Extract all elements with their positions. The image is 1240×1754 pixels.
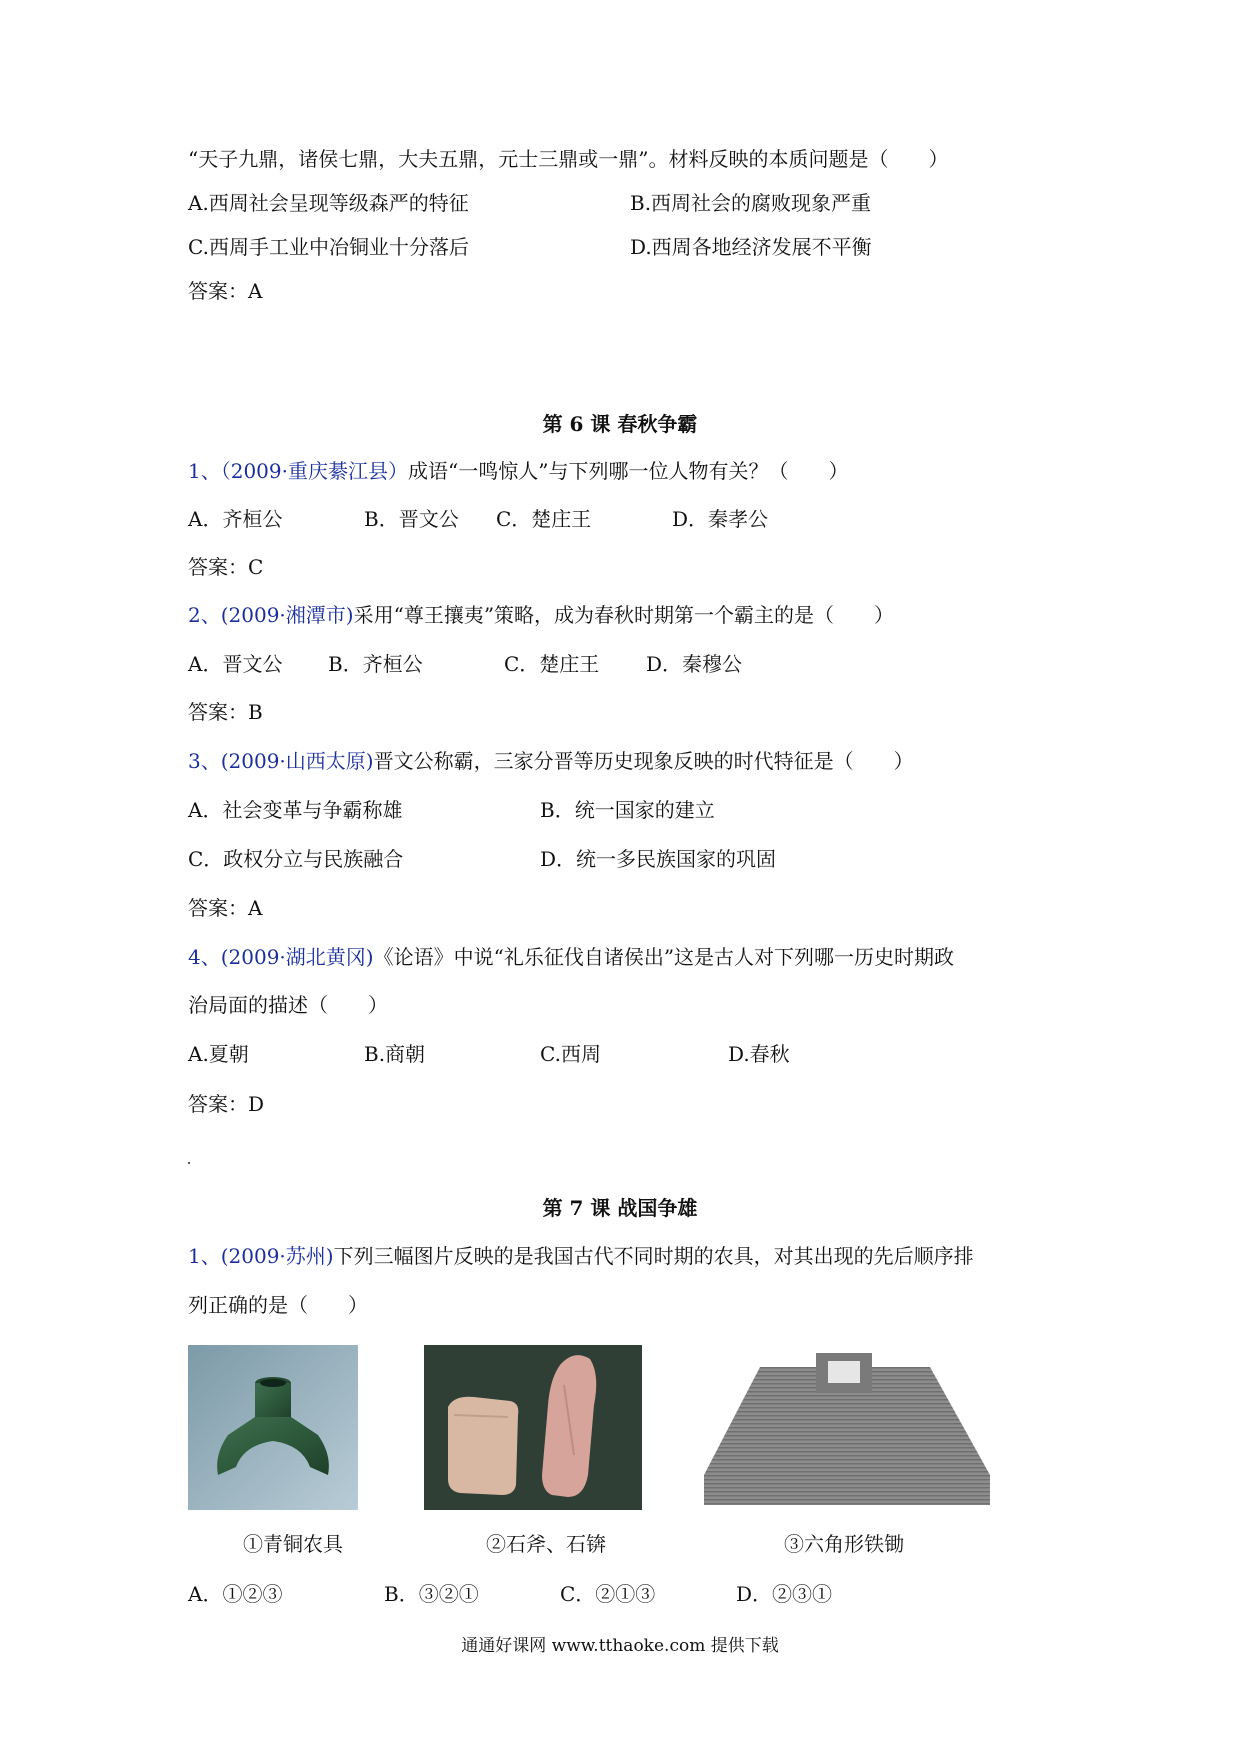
intro-stem: “天子九鼎，诸侯七鼎，大夫五鼎，元士三鼎或一鼎”。材料反映的本质问题是（ ）	[188, 147, 949, 171]
l6-q3-text: 晋文公称霸，三家分晋等历史现象反映的时代特征是（ ）	[373, 749, 914, 773]
l6-q1-option-c: C．楚庄王	[496, 507, 592, 531]
l6-q1-num: 1、	[188, 459, 221, 483]
l6-q1-option-a: A．齐桓公	[188, 507, 283, 531]
l6-q3-stem	[188, 748, 914, 774]
l6-q4-option-a: A.夏朝	[188, 1042, 249, 1066]
l6-q2-option-c: C．楚庄王	[504, 652, 600, 676]
l7-q1-option-c: C．②①③	[560, 1582, 656, 1606]
l6-q2-option-b: B．齐桓公	[328, 652, 423, 676]
l6-q3-answer: 答案：A	[188, 896, 263, 920]
l6-q2-options	[188, 651, 742, 677]
l6-q4-option-b: B.商朝	[364, 1042, 426, 1066]
lesson7-title: 第 7 课 战国争雄	[542, 1196, 698, 1220]
stray-dot	[188, 1162, 190, 1164]
l6-q2-answer: 答案：B	[188, 700, 263, 724]
l6-q3-num: 3、	[188, 749, 221, 773]
l6-q1-answer: 答案：C	[188, 555, 264, 579]
l7-q1-options	[188, 1581, 832, 1607]
intro-answer: 答案：A	[188, 279, 263, 303]
caption-stone: ②石斧、石锛	[486, 1532, 606, 1556]
l6-q2-num: 2、	[188, 603, 221, 627]
intro-option-a: A.西周社会呈现等级森严的特征	[188, 191, 469, 215]
l7-q1-stem	[188, 1243, 974, 1269]
bronze-tool-image	[188, 1345, 358, 1510]
l6-q3-option-c: C．政权分立与民族融合	[188, 847, 404, 871]
l6-q2-option-a: A．晋文公	[188, 652, 283, 676]
l6-q3-option-b: B．统一国家的建立	[540, 798, 715, 822]
l6-q1-option-b: B．晋文公	[364, 507, 459, 531]
l6-q4-source: (2009·湖北黄冈)	[220, 945, 374, 969]
l6-q1-text: 成语“一鸣惊人”与下列哪一位人物有关？（ ）	[408, 459, 849, 483]
page-footer: 通通好课网 www.tthaoke.com 提供下载	[461, 1636, 779, 1656]
l6-q2-source: (2009·湘潭市)	[220, 603, 354, 627]
iron-hoe-image	[700, 1345, 992, 1510]
stone-tools-image	[424, 1345, 642, 1510]
l6-q4-text-1: 《论语》中说“礼乐征伐自诸侯出”这是古人对下列哪一历史时期政	[373, 945, 955, 969]
l6-q2-text: 采用“尊王攘夷”策略，成为春秋时期第一个霸主的是（ ）	[353, 603, 895, 627]
l6-q1-stem	[188, 458, 848, 484]
l7-q1-text-2: 列正确的是（ ）	[188, 1293, 368, 1317]
caption-iron: ③六角形铁锄	[784, 1532, 904, 1556]
caption-bronze: ①青铜农具	[243, 1532, 343, 1556]
intro-option-d: D.西周各地经济发展不平衡	[630, 235, 872, 259]
l6-q1-option-d: D．秦孝公	[672, 507, 769, 531]
l6-q2-option-d: D．秦穆公	[646, 652, 743, 676]
l6-q4-num: 4、	[188, 945, 221, 969]
l7-q1-num: 1、	[188, 1244, 221, 1268]
l7-q1-option-b: B．③②①	[384, 1582, 479, 1606]
intro-option-b: B.西周社会的腐败现象严重	[630, 191, 872, 215]
l6-q4-answer: 答案：D	[188, 1092, 265, 1116]
l6-q4-option-d: D.春秋	[728, 1042, 790, 1066]
l7-q1-option-d: D．②③①	[736, 1582, 833, 1606]
l6-q3-option-d: D．统一多民族国家的巩固	[540, 847, 777, 871]
l6-q1-source: （2009·重庆綦江县）	[220, 459, 408, 483]
intro-option-c: C.西周手工业中冶铜业十分落后	[188, 235, 469, 259]
l7-q1-source: (2009·苏州)	[220, 1244, 334, 1268]
l6-q4-options	[188, 1041, 790, 1067]
lesson6-title: 第 6 课 春秋争霸	[542, 412, 698, 436]
l6-q3-source: (2009·山西太原)	[220, 749, 374, 773]
l6-q1-options	[188, 506, 768, 532]
l6-q3-option-a: A．社会变革与争霸称雄	[188, 798, 403, 822]
l6-q2-stem	[188, 602, 894, 628]
l7-q1-option-a: A．①②③	[188, 1582, 283, 1606]
l6-q4-text-2: 治局面的描述（ ）	[188, 993, 388, 1017]
l6-q4-stem	[188, 944, 954, 970]
l6-q4-option-c: C.西周	[540, 1042, 601, 1066]
l7-q1-text-1: 下列三幅图片反映的是我国古代不同时期的农具，对其出现的先后顺序排	[333, 1244, 974, 1268]
